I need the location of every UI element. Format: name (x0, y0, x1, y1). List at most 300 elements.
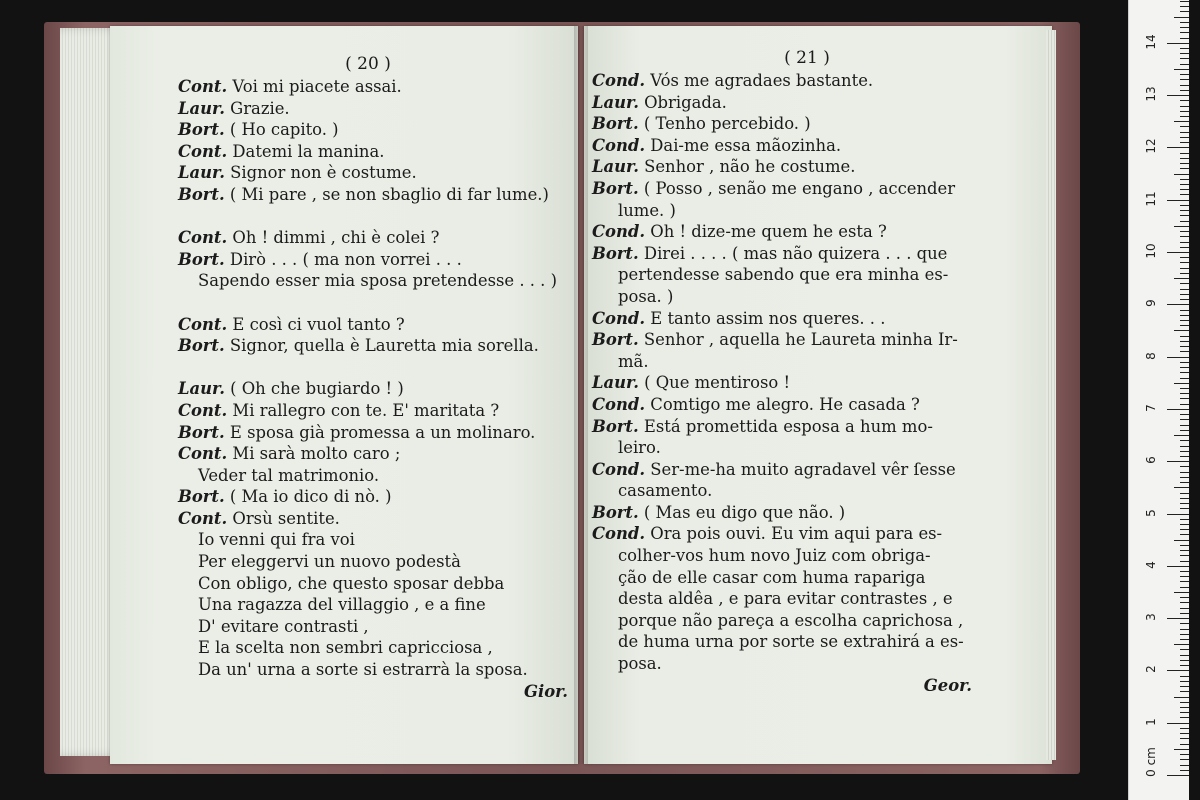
speaker-label: Bort. (592, 178, 639, 198)
line-text: Sapendo esser mia sposa pretendesse . . . ) (198, 271, 557, 291)
text-line (592, 394, 1002, 416)
line-text: E sposa già promessa a un molinaro. (229, 422, 536, 442)
text-line (592, 156, 1002, 178)
speaker-label: Bort. (178, 422, 225, 442)
speaker-label: Bort. (178, 120, 225, 140)
ruler-tick (1180, 676, 1189, 677)
ruler-tick (1174, 330, 1189, 331)
speaker-label: Bort. (592, 330, 639, 350)
ruler-tick (1180, 597, 1189, 598)
ruler-tick (1180, 289, 1189, 290)
text-line (592, 545, 1002, 567)
ruler-tick (1167, 723, 1189, 724)
line-text: Oh ! dimmi , chi è colei ? (232, 228, 440, 248)
ruler-tick (1167, 357, 1189, 358)
text-line (592, 567, 1002, 589)
text-line (592, 502, 1002, 524)
ruler-tick (1180, 466, 1189, 467)
ruler-tick (1180, 48, 1189, 49)
catchword-left: Gior. (524, 681, 568, 701)
line-text: Voi mi piacete assai. (232, 77, 402, 96)
ruler-tick (1180, 100, 1189, 101)
ruler-tick (1180, 262, 1189, 263)
ruler-tick (1180, 472, 1189, 473)
ruler-tick (1180, 629, 1189, 630)
speaker-label: Cond. (592, 71, 646, 90)
line-text: ( Oh che bugiardo ! ) (230, 379, 404, 399)
line-text: Senhor , não he costume. (644, 157, 856, 177)
ruler-tick (1180, 765, 1189, 766)
ruler-tick (1180, 655, 1189, 656)
text-line (592, 372, 1002, 394)
line-text: leiro. (618, 438, 661, 458)
ruler-tick (1167, 304, 1189, 305)
text-line (178, 184, 578, 206)
text-line (592, 351, 1002, 373)
text-line (592, 92, 1002, 114)
left-page-text (178, 54, 578, 703)
speaker-label: Bort. (178, 184, 225, 204)
ruler-tick (1180, 247, 1189, 248)
speaker-label: Bort. (592, 243, 639, 263)
ruler-tick (1174, 435, 1189, 436)
ruler-tick (1167, 252, 1189, 253)
speaker-label: Cont. (178, 400, 228, 420)
ruler-tick (1180, 236, 1189, 237)
ruler-tick (1180, 482, 1189, 483)
ruler-tick (1174, 592, 1189, 593)
line-text: Con obligo, che questo sposar debba (198, 573, 505, 593)
speaker-label: Cond. (592, 394, 646, 414)
ruler-cm-label: 9 (1144, 299, 1158, 308)
left-lines (178, 76, 578, 681)
ruler-tick (1180, 498, 1189, 499)
speaker-label: Cont. (178, 314, 228, 334)
line-text: Dirò . . . ( ma non vorrei . . . (229, 249, 462, 269)
speaker-label: Bort. (178, 249, 225, 269)
ruler-tick (1174, 121, 1189, 122)
ruler-tick (1180, 712, 1189, 713)
text-line (178, 98, 578, 120)
ruler-tick (1180, 90, 1189, 91)
ruler-tick (1180, 451, 1189, 452)
text-line (592, 480, 1002, 502)
text-line (592, 200, 1002, 222)
line-text: Veder tal matrimonio. (198, 465, 380, 485)
ruler-tick (1180, 74, 1189, 75)
ruler-tick (1180, 362, 1189, 363)
text-line (592, 523, 1002, 545)
text-line (592, 135, 1002, 157)
text-line (178, 378, 578, 400)
line-text: Per eleggervi un nuovo podestà (198, 552, 461, 572)
ruler-tick (1167, 461, 1189, 462)
ruler-tick (1180, 581, 1189, 582)
line-text: Direi . . . . ( mas não quizera . . . que (643, 243, 948, 263)
speaker-label: Laur. (592, 157, 639, 177)
ruler-tick (1180, 132, 1189, 133)
ruler-tick (1180, 613, 1189, 614)
ruler-tick (1180, 744, 1189, 745)
line-text: mã. (618, 351, 649, 371)
right-page-text (592, 48, 1002, 697)
ruler-tick (1180, 27, 1189, 28)
ruler-cm-label: 12 (1144, 138, 1158, 155)
speaker-label: Cond. (592, 524, 646, 544)
ruler-tick (1167, 95, 1189, 96)
ruler-tick (1180, 194, 1189, 195)
text-line (178, 422, 578, 444)
line-text: colher-vos hum novo Juiz com obriga- (618, 546, 931, 566)
text-line (178, 551, 578, 573)
ruler-tick (1180, 623, 1189, 624)
ruler-cm-label: 11 (1144, 191, 1158, 207)
ruler-tick (1180, 163, 1189, 164)
ruler-tick (1180, 576, 1189, 577)
text-line (178, 357, 578, 379)
ruler-tick (1180, 571, 1189, 572)
text-line (178, 508, 578, 530)
line-text: Dai-me essa mãozinha. (650, 135, 842, 155)
line-text: Da un' urna a sorte si estrarrà la sposa. (198, 660, 528, 680)
speaker-label: Laur. (178, 98, 225, 118)
ruler-tick (1180, 294, 1189, 295)
ruler-tick (1174, 69, 1189, 70)
ruler-tick (1167, 514, 1189, 515)
text-line (592, 113, 1002, 135)
text-line (178, 486, 578, 508)
ruler-tick (1180, 456, 1189, 457)
ruler-tick (1180, 351, 1189, 352)
text-line (178, 616, 578, 638)
right-lines (592, 70, 1002, 675)
line-text: Comtigo me alegro. He casada ? (650, 394, 920, 414)
ruler-tick (1180, 336, 1189, 337)
ruler-tick (1180, 404, 1189, 405)
speaker-label: Cond. (592, 222, 646, 242)
line-text: ( Ho capito. ) (229, 120, 339, 140)
line-text: Una ragazza del villaggio , e a fine (198, 595, 486, 615)
speaker-label: Bort. (592, 502, 639, 522)
ruler-tick (1180, 681, 1189, 682)
ruler-tick (1180, 440, 1189, 441)
text-line (178, 314, 578, 336)
ruler-tick (1180, 508, 1189, 509)
ruler-tick (1180, 503, 1189, 504)
ruler-tick (1180, 378, 1189, 379)
ruler-tick (1180, 79, 1189, 80)
ruler-tick (1180, 11, 1189, 12)
speaker-label: Bort. (178, 487, 225, 507)
ruler-tick (1180, 524, 1189, 525)
line-text: posa. (618, 654, 662, 674)
text-line (592, 221, 1002, 243)
speaker-label: Bort. (592, 416, 639, 436)
ruler-cm-label: 1 (1144, 717, 1158, 726)
ruler-tick (1180, 393, 1189, 394)
line-text: D' evitare contrasti , (198, 616, 369, 636)
text-line (592, 653, 1002, 675)
ruler-cm-label: 4 (1144, 560, 1158, 569)
text-line (178, 529, 578, 551)
ruler-tick (1180, 545, 1189, 546)
line-text: casamento. (618, 481, 713, 501)
text-line (178, 227, 578, 249)
line-text: Obrigada. (644, 92, 727, 112)
line-text: ( Posso , senão me engano , accender (643, 178, 956, 198)
ruler-tick (1180, 215, 1189, 216)
ruler-tick (1174, 226, 1189, 227)
ruler-tick (1180, 257, 1189, 258)
ruler-tick (1180, 561, 1189, 562)
ruler-tick (1180, 116, 1189, 117)
text-line (178, 141, 578, 163)
ruler-tick (1174, 697, 1189, 698)
text-line (592, 178, 1002, 200)
ruler-tick (1180, 367, 1189, 368)
ruler-tick (1180, 770, 1189, 771)
ruler-tick (1180, 111, 1189, 112)
text-line (178, 594, 578, 616)
text-line (178, 443, 578, 465)
text-line (178, 335, 578, 357)
ruler-tick (1174, 383, 1189, 384)
ruler-tick (1167, 775, 1189, 776)
page-number-right: ( 21 ) (784, 48, 830, 68)
text-line (592, 588, 1002, 610)
line-text: E la scelta non sembri capricciosa , (198, 638, 493, 658)
line-text: Ser-me-ha muito agradavel vêr ſesse (650, 459, 956, 479)
ruler-tick (1167, 670, 1189, 671)
text-line (178, 659, 578, 681)
ruler-tick (1180, 414, 1189, 415)
ruler-tick (1180, 425, 1189, 426)
catchword-right: Geor. (923, 675, 972, 695)
ruler-tick (1180, 273, 1189, 274)
text-line (178, 637, 578, 659)
ruler-tick (1180, 38, 1189, 39)
ruler-tick (1180, 519, 1189, 520)
measuring-ruler (1128, 0, 1189, 800)
ruler-tick (1180, 419, 1189, 420)
line-text: Datemi la manina. (232, 141, 385, 161)
text-line (592, 264, 1002, 286)
ruler-cm-label: 5 (1144, 508, 1158, 517)
ruler-tick (1180, 315, 1189, 316)
ruler-tick (1167, 566, 1189, 567)
ruler-tick (1180, 608, 1189, 609)
speaker-label: Cont. (178, 77, 228, 96)
ruler-tick (1180, 733, 1189, 734)
ruler-tick (1180, 53, 1189, 54)
text-line (178, 400, 578, 422)
speaker-label: Laur. (178, 163, 225, 183)
speaker-label: Cond. (592, 459, 646, 479)
ruler-tick (1180, 85, 1189, 86)
ruler-unit-label: 0 cm (1144, 747, 1158, 777)
line-text: Grazie. (230, 98, 290, 118)
ruler-tick (1180, 702, 1189, 703)
ruler-tick (1180, 231, 1189, 232)
speaker-label: Laur. (178, 379, 225, 399)
ruler-tick (1180, 446, 1189, 447)
line-text: Ora pois ouvi. Eu vim aqui para es- (650, 524, 943, 544)
ruler-tick (1180, 153, 1189, 154)
ruler-tick (1180, 137, 1189, 138)
ruler-tick (1180, 32, 1189, 33)
speaker-label: Cond. (592, 308, 646, 328)
text-line (178, 162, 578, 184)
speaker-label: Laur. (592, 92, 639, 112)
ruler-tick (1180, 346, 1189, 347)
ruler-tick (1167, 618, 1189, 619)
speaker-label: Cont. (178, 228, 228, 248)
line-text: lume. ) (618, 200, 676, 220)
ruler-tick (1180, 341, 1189, 342)
speaker-label: Bort. (592, 114, 639, 134)
line-text: Está promettida esposa a hum mo- (643, 416, 933, 436)
ruler-tick (1180, 6, 1189, 7)
speaker-label: Laur. (592, 373, 639, 393)
ruler-tick (1174, 644, 1189, 645)
line-text: de huma urna por sorte se extrahirá a es- (618, 632, 964, 652)
ruler-tick (1174, 278, 1189, 279)
line-text: Signor non è costume. (230, 163, 417, 183)
text-line (592, 416, 1002, 438)
line-text: ( Que mentiroso ! (644, 373, 791, 393)
line-text: Oh ! dize-me quem he esta ? (650, 222, 887, 242)
ruler-cm-label: 13 (1144, 86, 1158, 102)
ruler-tick (1180, 221, 1189, 222)
ruler-tick (1180, 534, 1189, 535)
ruler-tick (1180, 686, 1189, 687)
ruler-tick (1180, 477, 1189, 478)
ruler-tick (1180, 1, 1189, 2)
ruler-cm-label: 2 (1144, 665, 1158, 674)
text-line (178, 76, 578, 98)
text-line (592, 610, 1002, 632)
line-text: Signor, quella è Lauretta mia sorella. (229, 336, 539, 356)
text-line (178, 573, 578, 595)
ruler-tick (1167, 147, 1189, 148)
text-line (178, 465, 578, 487)
line-text: ção de elle casar com huma rapariga (618, 567, 926, 587)
line-text: pertendesse sabendo que era minha es- (618, 265, 949, 285)
ruler-tick (1174, 749, 1189, 750)
ruler-tick (1180, 210, 1189, 211)
ruler-tick (1180, 372, 1189, 373)
ruler-tick (1180, 106, 1189, 107)
speaker-label: Bort. (178, 336, 225, 356)
line-text: Orsù sentite. (232, 508, 340, 528)
ruler-tick (1180, 179, 1189, 180)
ruler-tick (1180, 299, 1189, 300)
ruler-tick (1180, 168, 1189, 169)
ruler-tick (1180, 430, 1189, 431)
ruler-tick (1180, 717, 1189, 718)
text-line (592, 631, 1002, 653)
line-text: Vós me agradaes bastante. (650, 71, 874, 90)
ruler-tick (1174, 540, 1189, 541)
ruler-tick (1180, 58, 1189, 59)
text-line (178, 270, 578, 292)
ruler-tick (1180, 22, 1189, 23)
line-text: ( Ma io dico di nò. ) (229, 487, 392, 507)
speaker-label: Cont. (178, 141, 228, 161)
ruler-tick (1167, 43, 1189, 44)
line-text: E tanto assim nos queres. . . (650, 308, 886, 328)
ruler-tick (1180, 639, 1189, 640)
text-line (178, 292, 578, 314)
line-text: Mi rallegro con te. E' maritata ? (232, 400, 500, 420)
text-line (178, 249, 578, 271)
ruler-tick (1180, 325, 1189, 326)
ruler-tick (1180, 388, 1189, 389)
line-text: desta aldêa , e para evitar contrastes , e (618, 589, 953, 609)
speaker-label: Cont. (178, 444, 228, 464)
line-text: ( Mi pare , se non sbaglio di far lume.) (229, 184, 549, 204)
ruler-tick (1180, 283, 1189, 284)
ruler-tick (1174, 174, 1189, 175)
line-text: ( Tenho percebido. ) (643, 114, 811, 134)
ruler-tick (1180, 126, 1189, 127)
ruler-tick (1180, 268, 1189, 269)
line-text: Mi sarà molto caro ; (232, 444, 401, 464)
ruler-tick (1167, 409, 1189, 410)
ruler-tick (1167, 200, 1189, 201)
text-line (592, 243, 1002, 265)
line-text: Io venni qui fra voi (198, 530, 355, 550)
ruler-tick (1180, 754, 1189, 755)
ruler-tick (1180, 398, 1189, 399)
ruler-tick (1180, 660, 1189, 661)
ruler-cm-label: 10 (1144, 243, 1158, 259)
ruler-tick (1180, 158, 1189, 159)
line-text: posa. ) (618, 286, 674, 306)
text-line (178, 119, 578, 141)
ruler-tick (1180, 587, 1189, 588)
ruler-cm-label: 6 (1144, 456, 1158, 465)
page-number-left: ( 20 ) (345, 54, 391, 74)
ruler-tick (1180, 550, 1189, 551)
ruler-tick (1180, 634, 1189, 635)
ruler-cm-label: 7 (1144, 404, 1158, 412)
ruler-tick (1180, 707, 1189, 708)
ruler-tick (1180, 64, 1189, 65)
ruler-cm-label: 14 (1144, 34, 1158, 50)
text-line (592, 437, 1002, 459)
ruler-tick (1180, 691, 1189, 692)
right-page-edge (1046, 30, 1056, 760)
ruler-tick (1174, 17, 1189, 18)
ruler-tick (1180, 184, 1189, 185)
speaker-label: Cont. (178, 508, 228, 528)
ruler-tick (1180, 142, 1189, 143)
ruler-tick (1180, 759, 1189, 760)
line-text: porque não pareça a escolha caprichosa , (618, 610, 964, 630)
ruler-tick (1180, 242, 1189, 243)
ruler-tick (1180, 529, 1189, 530)
line-text: E così ci vuol tanto ? (232, 314, 405, 334)
ruler-cm-label: 8 (1144, 351, 1158, 360)
ruler-tick (1180, 728, 1189, 729)
text-line (592, 286, 1002, 308)
text-line (592, 459, 1002, 481)
ruler-tick (1180, 205, 1189, 206)
ruler-tick (1180, 649, 1189, 650)
ruler-cm-label: 3 (1144, 613, 1158, 621)
line-text: ( Mas eu digo que não. ) (643, 502, 846, 522)
